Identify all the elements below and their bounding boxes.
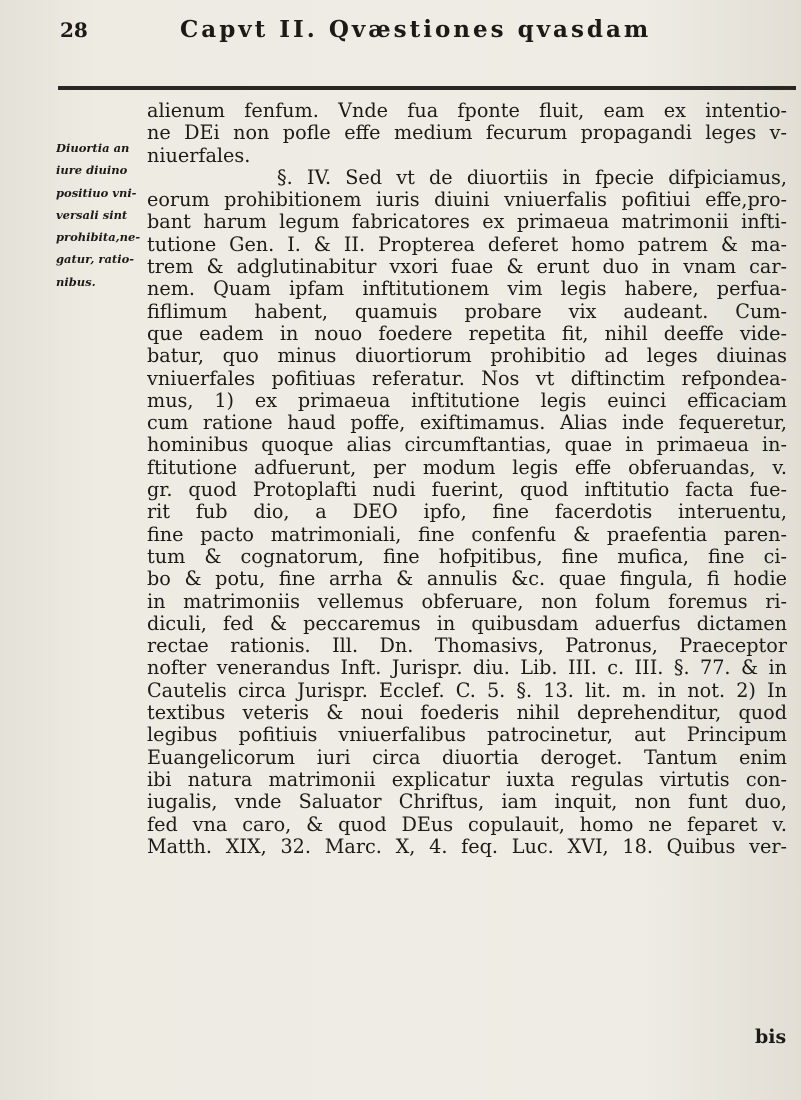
text-line: Cautelis circa Jurispr. Ecclef. C. 5. §. 13. lit. m. in not. 2) In xyxy=(147,679,787,702)
text-line: hominibus quoque alias circumftantias, quae in primaeua in- xyxy=(147,434,787,457)
text-line: fine pacto matrimoniali, fine confenfu & praefentia paren- xyxy=(147,523,787,546)
margin-note-line: versali sint xyxy=(56,207,128,222)
margin-note-line: gatur, ratio- xyxy=(56,252,135,267)
text-line: legibus pofitiuis vniuerfalibus patrocinetur, aut Principum xyxy=(147,724,787,747)
margin-note-line: nibus. xyxy=(56,274,96,289)
running-head: Capvt II. Qvæstiones qvasdam xyxy=(180,16,652,43)
margin-note-line: iure diuino xyxy=(56,163,128,178)
text-line: tutione Gen. I. & II. Propterea deferet homo patrem & ma- xyxy=(147,233,787,256)
text-line: fiflimum habent, quamuis probare vix audeant. Cum- xyxy=(147,300,787,323)
margin-note-line: Diuortia an xyxy=(56,141,130,155)
text-line: Euangelicorum iuri circa diuortia deroget. Tantum enim xyxy=(147,746,787,769)
text-line: ne DEi non pofle effe medium fecurum propagandi leges v- xyxy=(147,122,787,145)
text-line: batur, quo minus diuortiorum prohibitio ad leges diuinas xyxy=(147,345,787,368)
text-line: textibus veteris & noui foederis nihil deprehenditur, quod xyxy=(147,702,787,725)
text-line: in matrimoniis vellemus obferuare, non folum foremus ri- xyxy=(147,590,787,613)
catchword: bis xyxy=(755,1026,787,1048)
text-line: nem. Quam ipfam inftitutionem vim legis habere, perfua- xyxy=(147,278,787,301)
text-line: tum & cognatorum, fine hofpitibus, fine mufica, fine ci- xyxy=(147,545,787,568)
body-text xyxy=(147,100,787,858)
page-header xyxy=(40,14,780,48)
text-line: cum ratione haud poffe, exiftimamus. Alias inde fequeretur, xyxy=(147,412,787,435)
text-line: ibi natura matrimonii explicatur iuxta regulas virtutis con- xyxy=(147,768,787,791)
text-line: niuerfales. xyxy=(147,144,251,167)
text-line: que eadem in nouo foedere repetita fit, nihil deeffe vide- xyxy=(147,322,787,345)
text-line: diculi, fed & peccaremus in quibusdam aduerfus dictamen xyxy=(147,612,787,635)
text-line: eorum prohibitionem iuris diuini vniuerfalis pofitiui effe,pro- xyxy=(147,189,787,212)
text-line: iugalis, vnde Saluator Chriftus, iam inquit, non funt duo, xyxy=(147,791,787,814)
text-line: trem & adglutinabitur vxori fuae & erunt duo in vnam car- xyxy=(147,256,787,279)
text-line: bo & potu, fine arrha & annulis &c. quae fingula, fi hodie xyxy=(147,568,787,591)
text-line: ftitutione adfuerunt, per modum legis effe obferuandas, v. xyxy=(147,456,787,479)
header-rule xyxy=(58,86,796,90)
text-line: Matth. XIX, 32. Marc. X, 4. feq. Luc. XVI, 18. Quibus ver- xyxy=(147,835,787,858)
text-line: fed vna caro, & quod DEus copulauit, homo ne feparet v. xyxy=(147,813,787,836)
text-line: rit fub dio, a DEO ipfo, fine facerdotis interuentu, xyxy=(147,501,787,524)
text-line: nofter venerandus Inft. Jurispr. diu. Lib. III. c. III. §. 77. & in xyxy=(147,657,787,680)
margin-note-line: prohibita,ne- xyxy=(56,230,141,245)
text-line: bant harum legum fabricatores ex primaeua matrimonii infti- xyxy=(147,211,787,234)
margin-note-line: positiuo vni- xyxy=(56,185,137,200)
text-line: mus, 1) ex primaeua inftitutione legis euinci efficaciam xyxy=(147,389,787,412)
text-line: alienum fenfum. Vnde fua fponte fluit, eam ex intentio- xyxy=(147,100,787,122)
text-line: rectae rationis. Ill. Dn. Thomasivs, Patronus, Praeceptor xyxy=(147,635,787,658)
text-line: §. IV. Sed vt de diuortiis in fpecie difpiciamus, xyxy=(277,166,787,189)
text-line: gr. quod Protoplafti nudi fuerint, quod inftitutio facta fue- xyxy=(147,479,787,502)
margin-note xyxy=(56,137,144,293)
text-line: vniuerfales pofitiuas referatur. Nos vt diftinctim refpondea- xyxy=(147,367,787,390)
page-number: 28 xyxy=(60,18,88,42)
